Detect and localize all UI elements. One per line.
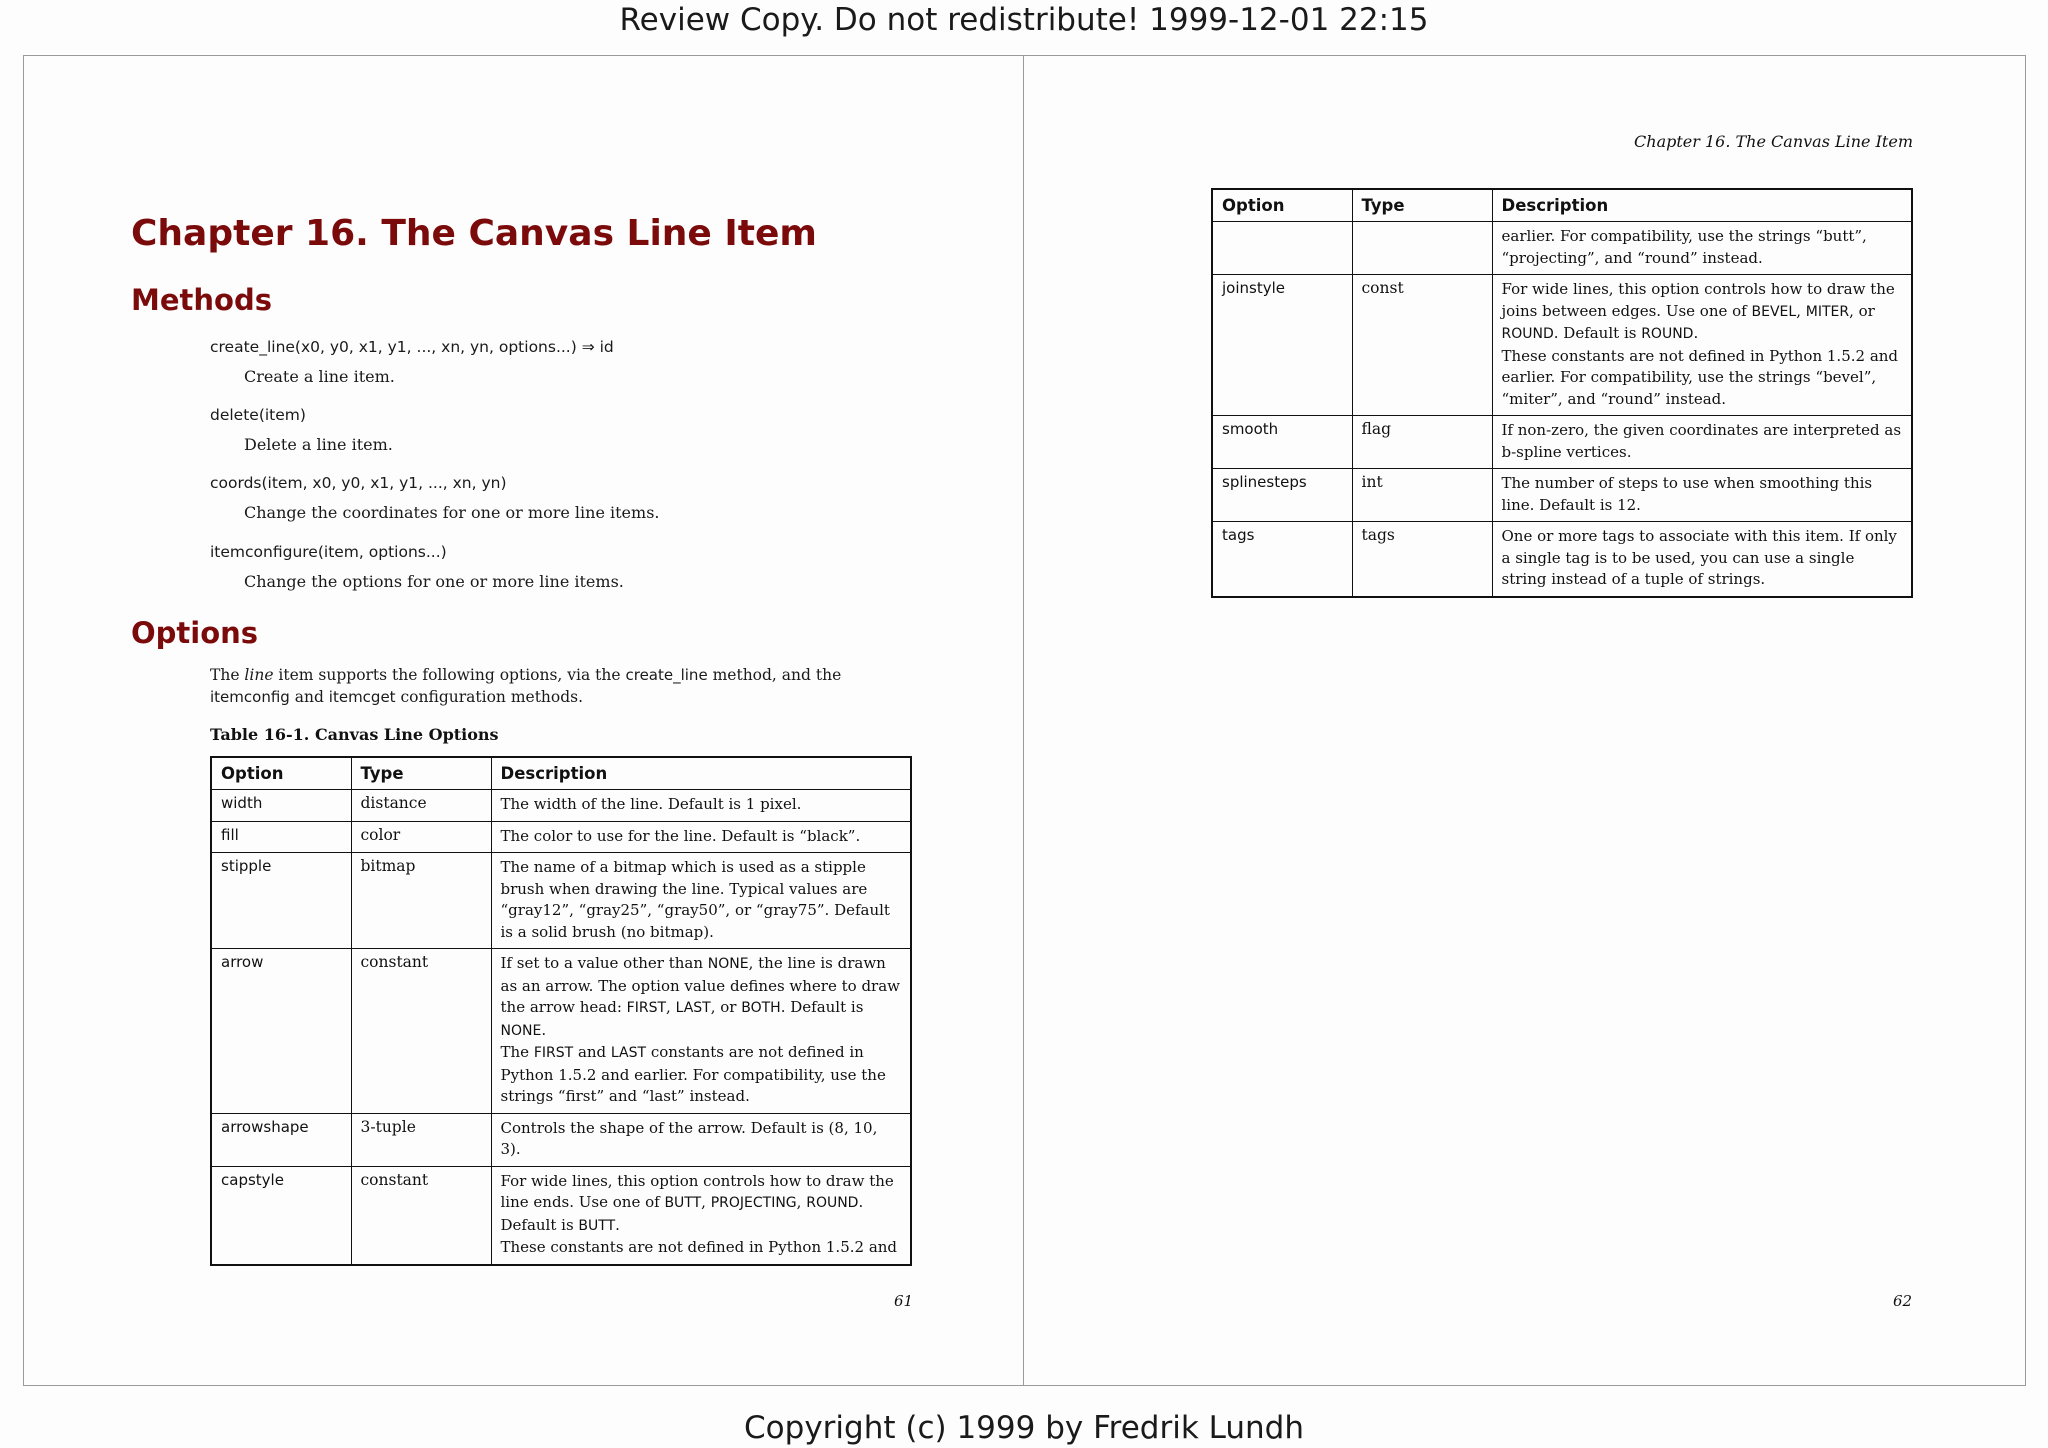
constant-name: FIRST — [533, 1045, 574, 1061]
constant-name: LAST — [610, 1045, 647, 1061]
description-text: , the line is drawn as an arrow. The option value defines where to draw the arrow head: — [500, 954, 900, 1016]
option-name-cell: stipple — [211, 853, 351, 949]
column-header-option: Option — [211, 757, 351, 790]
method-description: Delete a line item. — [244, 435, 393, 454]
option-description-cell — [491, 853, 911, 949]
description-text: If non-zero, the given coordinates are interpreted as b-spline vertices. — [1501, 421, 1902, 461]
description-text: For wide lines, this option controls how to draw the joins between edges. Use one of — [1501, 280, 1895, 320]
option-type-cell: constant — [351, 949, 491, 1114]
constant-name: NONE — [500, 1022, 542, 1039]
description-text: . — [541, 1020, 547, 1039]
option-type-cell: flag — [1352, 416, 1492, 469]
description-text: These constants are not defined in Python 1.5.2 and — [500, 1238, 898, 1256]
option-name-cell: capstyle — [211, 1166, 351, 1265]
description-text: The color to use for the line. Default is “black”. — [500, 826, 861, 845]
method-description: Change the options for one or more line items. — [244, 572, 624, 591]
page-number: 62 — [1893, 1292, 1913, 1310]
page-number: 61 — [894, 1292, 914, 1310]
constant-name: LAST — [675, 1000, 711, 1016]
description-text: One or more tags to associate with this item. If only a single tag is to be used, you can use a single string instead of a tuple of strings. — [1501, 527, 1897, 588]
constant-name: BUTT — [664, 1195, 702, 1211]
option-description-cell — [491, 1113, 911, 1166]
description-text: . Default is — [500, 1193, 864, 1234]
constant-name: PROJECTING — [710, 1195, 797, 1211]
description-text: , — [1796, 301, 1806, 320]
options-table — [210, 756, 912, 1266]
description-text: . Default is — [780, 998, 864, 1016]
option-name-cell: joinstyle — [1212, 275, 1352, 416]
table-row — [1212, 222, 1912, 275]
option-name-cell: tags — [1212, 522, 1352, 597]
method-signature: delete(item) — [210, 406, 306, 424]
option-description-cell — [491, 790, 911, 822]
description-text: , — [666, 998, 676, 1016]
method-signature: coords(item, x0, y0, x1, y1, ..., xn, yn) — [210, 474, 507, 492]
option-type-cell: const — [1352, 275, 1492, 416]
constant-name: BOTH — [741, 1000, 781, 1016]
column-header-type: Type — [1352, 189, 1492, 222]
copyright-banner: Copyright (c) 1999 by Fredrik Lundh — [744, 1410, 1304, 1446]
table-row — [211, 821, 911, 853]
option-name-cell: smooth — [1212, 416, 1352, 469]
constant-name: MITER — [1805, 303, 1850, 320]
table-row — [1212, 416, 1912, 469]
option-name-cell: arrow — [211, 949, 351, 1114]
description-text: , — [796, 1193, 807, 1211]
constant-name: FIRST — [626, 1000, 667, 1016]
review-copy-banner: Review Copy. Do not redistribute! 1999-12-01 22:15 — [619, 2, 1429, 38]
options-table-continued — [1211, 188, 1913, 598]
option-type-cell — [1352, 222, 1492, 275]
method-description: Change the coordinates for one or more line items. — [244, 503, 660, 522]
option-type-cell: 3-tuple — [351, 1113, 491, 1166]
table-row — [211, 790, 911, 822]
method-signature: itemconfigure(item, options...) — [210, 543, 447, 561]
methods-heading: Methods — [131, 283, 272, 317]
option-name-cell: splinesteps — [1212, 469, 1352, 522]
table-row — [211, 1113, 911, 1166]
description-text: . — [1693, 324, 1699, 342]
option-type-cell: int — [1352, 469, 1492, 522]
option-description-cell — [491, 1166, 911, 1265]
constant-name: NONE — [707, 956, 749, 972]
description-text: The — [500, 1043, 534, 1061]
description-text: . Default is — [1553, 324, 1642, 342]
description-text: For wide lines, this option controls how to draw the line ends. Use one of — [500, 1171, 894, 1211]
description-text: and — [573, 1043, 611, 1061]
column-header-type: Type — [351, 757, 491, 790]
table-row — [211, 949, 911, 1114]
description-text: The width of the line. Default is 1 pixel. — [500, 795, 802, 813]
constant-name: ROUND — [1641, 326, 1694, 342]
description-text: earlier. For compatibility, use the strings “butt”, “projecting”, and “round” instead. — [1501, 227, 1867, 267]
description-text: The name of a bitmap which is used as a stipple brush when drawing the line. Typical values are “gray12”, “gray25”, “gray50”, or “gray75”. Default is a solid brush (no bitmap). — [500, 858, 890, 941]
option-name-cell: width — [211, 790, 351, 822]
description-text: , or — [1849, 301, 1875, 320]
option-name-cell: fill — [211, 821, 351, 853]
options-heading: Options — [131, 616, 259, 650]
column-header-option: Option — [1212, 189, 1352, 222]
option-type-cell: bitmap — [351, 853, 491, 949]
option-description-cell — [1492, 275, 1912, 416]
option-name-cell — [1212, 222, 1352, 275]
method-signature: create_line(x0, y0, x1, y1, ..., xn, yn, options...) ⇒ id — [210, 338, 614, 356]
option-type-cell: distance — [351, 790, 491, 822]
constant-name: BEVEL — [1751, 303, 1797, 320]
page-divider — [1023, 55, 1024, 1386]
table-row — [1212, 469, 1912, 522]
column-header-description: Description — [491, 757, 911, 790]
options-intro-paragraph: The line item supports the following options, via the create_line method, and the itemconfig and itemcget configuration methods. — [210, 666, 842, 706]
option-type-cell: constant — [351, 1166, 491, 1265]
table-row — [211, 1166, 911, 1265]
option-description-cell — [1492, 469, 1912, 522]
column-header-description: Description — [1492, 189, 1912, 222]
table-row — [211, 853, 911, 949]
table-caption: Table 16-1. Canvas Line Options — [210, 725, 499, 744]
option-type-cell: color — [351, 821, 491, 853]
description-text: . — [615, 1215, 620, 1234]
description-text: , — [701, 1193, 711, 1211]
description-text: These constants are not defined in Python 1.5.2 and earlier. For compatibility, use the strings “bevel”, “miter”, and “round” instead. — [1501, 346, 1899, 408]
table-row — [1212, 275, 1912, 416]
chapter-title: Chapter 16. The Canvas Line Item — [131, 213, 817, 254]
table-row — [1212, 522, 1912, 597]
option-description-cell — [491, 821, 911, 853]
description-text: constants are not defined in Python 1.5.2 and earlier. For compatibility, use the strings “first” and “last” instead. — [500, 1043, 886, 1105]
constant-name: ROUND — [806, 1195, 859, 1211]
option-name-cell: arrowshape — [211, 1113, 351, 1166]
option-description-cell — [1492, 522, 1912, 597]
option-description-cell — [491, 949, 911, 1114]
description-text: Controls the shape of the arrow. Default is (8, 10, 3). — [500, 1118, 878, 1158]
constant-name: BUTT — [578, 1217, 616, 1234]
option-type-cell: tags — [1352, 522, 1492, 597]
description-text: , or — [710, 998, 742, 1016]
description-text: The number of steps to use when smoothing this line. Default is 12. — [1501, 474, 1873, 514]
option-description-cell — [1492, 222, 1912, 275]
description-text: If set to a value other than — [500, 954, 708, 972]
constant-name: ROUND — [1501, 326, 1554, 342]
running-header: Chapter 16. The Canvas Line Item — [1634, 132, 1913, 151]
method-description: Create a line item. — [244, 367, 395, 386]
option-description-cell — [1492, 416, 1912, 469]
